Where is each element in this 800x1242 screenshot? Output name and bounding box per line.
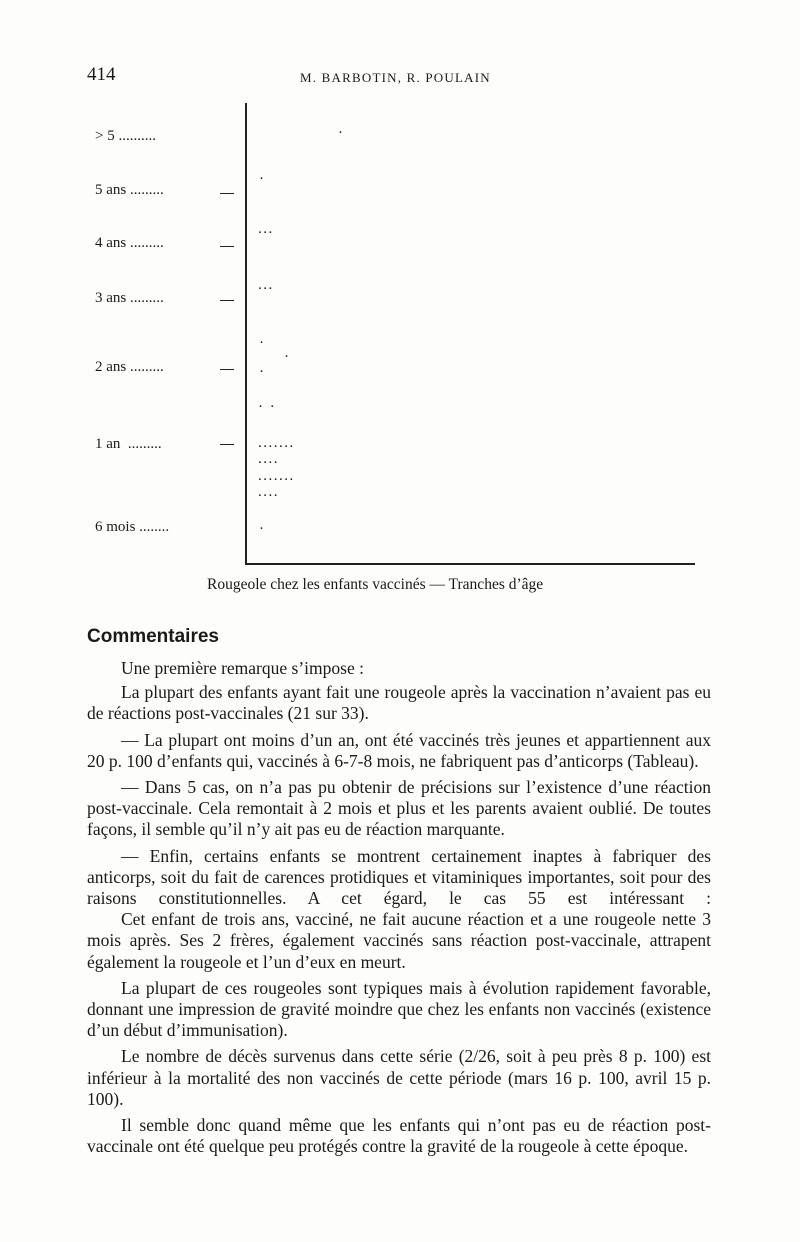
age-tick-4-ans bbox=[220, 246, 234, 247]
paragraph: Une première remarque s’impose : bbox=[121, 658, 364, 678]
section-title: Commentaires bbox=[87, 626, 219, 647]
dot-row: · bbox=[259, 335, 266, 351]
paragraph: Il semble donc quand même que les enfants qui n’ont pas eu de réaction post-vaccinale ont été quelque peu protégés contre la gravité de la rougeole à cette époque. bbox=[87, 1115, 711, 1157]
age-label-3-ans: 3 ans ......... bbox=[95, 290, 164, 306]
dot-row: ....... bbox=[258, 468, 295, 484]
age-label-5-ans: 5 ans ......... bbox=[95, 182, 164, 198]
age-label-6-mois: 6 mois ........ bbox=[95, 519, 170, 535]
age-label-over-5: > 5 .......... bbox=[95, 128, 156, 144]
paragraph: La plupart de ces rougeoles sont typiques mais à évolution rapidement favorable, donnant une impression de gravité moindre que chez les enfants non vaccinés (existence d’un début d’immunisation). bbox=[87, 977, 711, 1041]
figure-horizontal-axis bbox=[245, 563, 695, 565]
dot-row: · bbox=[338, 125, 345, 141]
page-number: 414 bbox=[87, 64, 116, 85]
dot-row: · bbox=[259, 171, 266, 187]
age-label-4-ans: 4 ans ......... bbox=[95, 235, 164, 251]
paragraph: La plupart des enfants ayant fait une rougeole après la vaccination n’avaient pas eu de réactions post-vaccinales (21 sur 33). bbox=[87, 682, 711, 724]
figure-caption: Rougeole chez les enfants vaccinés — Tranches d’âge bbox=[207, 576, 544, 593]
dot-row: ....... bbox=[258, 435, 295, 451]
figure-vertical-axis bbox=[245, 103, 247, 563]
paragraph: Cet enfant de trois ans, vacciné, ne fait aucune réaction et a une rougeole nette 3 mois après. Ses 2 frères, également vaccinés sans réaction post-vaccinale, attrapent également la rougeole et l’un d’eux en meurt. bbox=[87, 909, 711, 972]
age-tick-1-an bbox=[220, 444, 234, 445]
dot-row: .... bbox=[258, 484, 279, 500]
age-label-1-an: 1 an ......... bbox=[95, 436, 162, 452]
dot-row: .... bbox=[258, 451, 279, 467]
paragraph: — Enfin, certains enfants se montrent certainement inaptes à fabriquer des anticorps, soit du fait de carences protidiques et vitaminiques importantes, soit pour des raisons constitutionnelles. A cet égard, le cas 55 est intéressant : bbox=[87, 845, 711, 909]
age-tick-2-ans bbox=[220, 369, 234, 370]
dot-row: · bbox=[259, 364, 266, 380]
dot-row: · bbox=[259, 521, 266, 537]
paragraph: Le nombre de décès survenus dans cette série (2/26, soit à peu près 8 p. 100) est inférieur à la mortalité des non vaccinés de cette période (mars 16 p. 100, avril 15 p. 100). bbox=[87, 1046, 711, 1109]
paragraph: — La plupart ont moins d’un an, ont été vaccinés très jeunes et appartiennent aux 20 p. 100 d’enfants qui, vaccinés à 6-7-8 mois, ne fabriquent pas d’anticorps (Tableau). bbox=[87, 729, 711, 771]
dot-row: · bbox=[284, 349, 291, 365]
dot-row: ... bbox=[258, 277, 274, 293]
dot-row: ... bbox=[258, 221, 274, 237]
age-tick-3-ans bbox=[220, 300, 234, 301]
age-label-2-ans: 2 ans ......... bbox=[95, 359, 164, 375]
body-text bbox=[87, 658, 711, 1157]
paragraph: — Dans 5 cas, on n’a pas pu obtenir de précisions sur l’existence d’une réaction post-vaccinale. Cela remontait à 2 mois et plus et les parents avaient oublié. De toutes façons, il semble qu’il n’y ait pas eu de réaction marquante. bbox=[87, 777, 711, 840]
dot-row: · · bbox=[258, 399, 277, 415]
running-head-authors: M. BARBOTIN, R. POULAIN bbox=[300, 70, 491, 85]
age-tick-5-ans bbox=[220, 193, 234, 194]
